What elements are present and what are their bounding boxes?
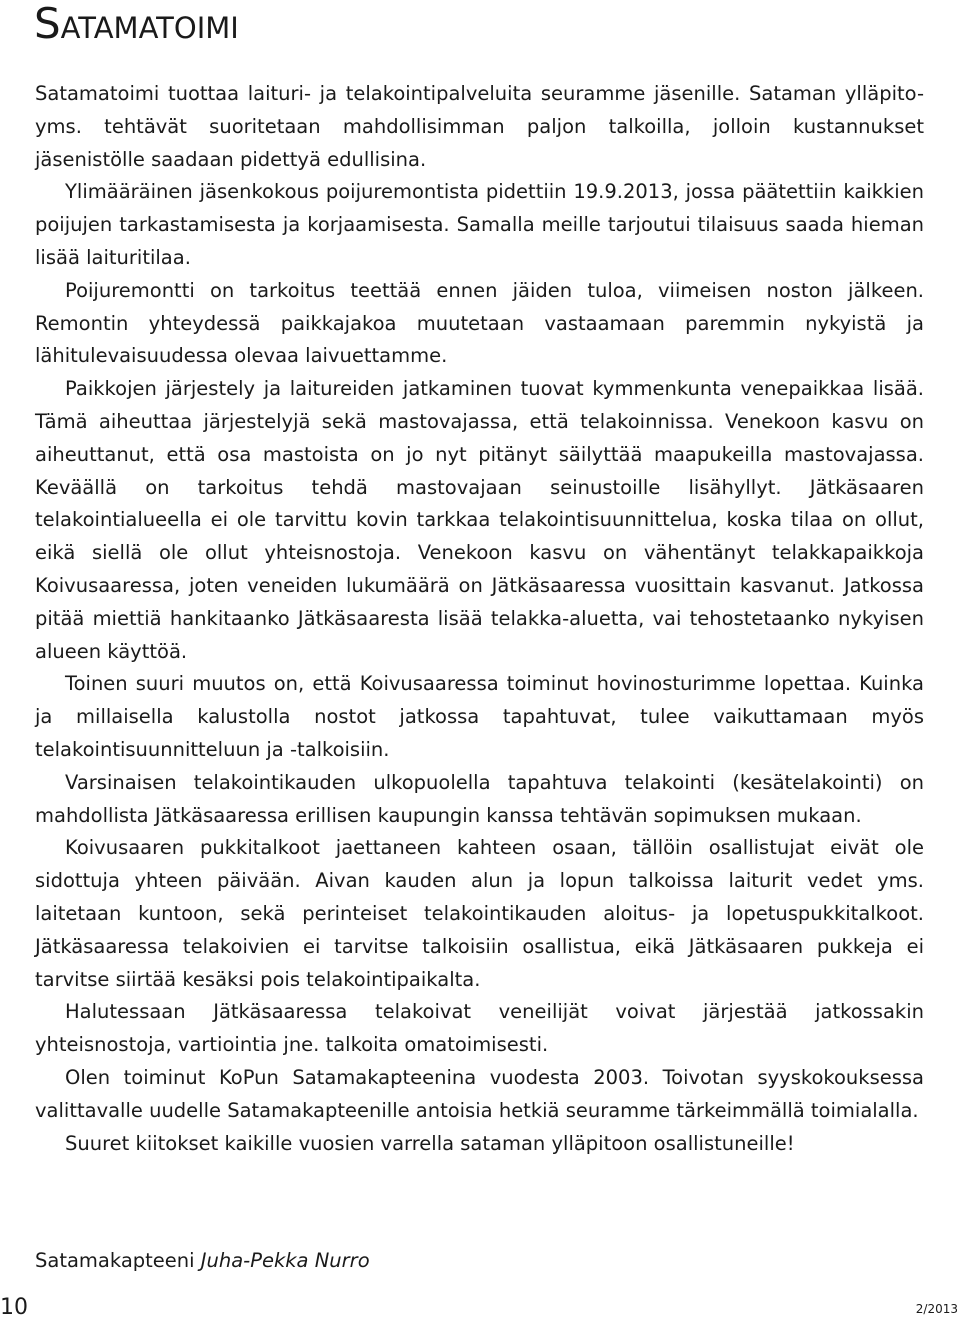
paragraph-intro: Satamatoimi tuottaa laituri- ja telakointipalveluita seuramme jäsenille. Sataman ylläpito- yms. tehtävät suoritetaan mahdollisimman paljon talkoilla, jolloin kustannukset jäsenistölle saadaan pidettyä edullisina. bbox=[35, 82, 924, 171]
signature bbox=[35, 1245, 370, 1277]
article-body bbox=[35, 78, 924, 1160]
paragraph-trestle-work: Koivusaaren pukkitalkoot jaettaneen kahteen osaan, tällöin osallistujat eivät ole sidottuja yhteen päivään. Aivan kauden alun ja lopun talkoissa laiturit vedet yms. laitetaan kuntoon, sekä perinteiset telakointikauden aloitus- ja lopetuspukkitalkoot. Jätkäsaaressa telakoivien ei tarvitse talkoisiin osallistua, eikä Jätkäsaaren pukkeja ei tarvitse siirtää kesäksi pois telakointipaikalta. bbox=[35, 836, 924, 991]
paragraph-berths: Paikkojen järjestely ja laitureiden jatkaminen tuovat kymmenkunta venepaikkaa lisää. Tämä aiheuttaa järjestelyjä sekä mastovajassa, että telakoinnissa. Venekoon kasvu on aiheuttanut, että osa mastoista on jo nyt pitänyt säilyttää maapukeilla mastovajassa. Keväällä on tarkoitus tehdä mastovajaan seinustoille lisähyllyt. Jätkäsaaren telakointialueella ei ole tarvittu kovin tarkkaa telakointisuunnittelua, koska tilaa on ollut, eikä siellä ole ollut yhteisnostoja. Venekoon kasvu on vähentänyt telakkapaikkoja Koivusaaressa, joten veneiden lukumäärä on Jätkäsaaressa vuosittain kasvanut. Jatkossa pitää miettiä hankitaanko Jätkäsaaresta lisää telakka-aluetta, vai tehostetaanko nykyisen alueen käyttöä. bbox=[35, 377, 924, 663]
paragraph-crane: Toinen suuri muutos on, että Koivusaaressa toiminut hovinosturimme lopettaa. Kuinka ja millaisella kalustolla nostot jatkossa tapahtuvat, tulee vaikuttamaan myös telakointisuunnitteluun ja -talkoisiin. bbox=[35, 672, 924, 761]
signature-name: Juha-Pekka Nurro bbox=[200, 1249, 370, 1272]
page-number: 10 bbox=[0, 1295, 28, 1320]
signature-role: Satamakapteeni bbox=[35, 1249, 195, 1272]
issue-number: 2/2013 bbox=[915, 1302, 958, 1316]
paragraph-buoy-repair: Poijuremontti on tarkoitus teettää ennen jäiden tuloa, viimeisen noston jälkeen. Remontin yhteydessä paikkajakoa muutetaan vastaamaan paremmin nykyistä ja lähitulevaisuudessa olevaa laivuettamme. bbox=[35, 278, 924, 368]
paragraph-harbour-master: Olen toiminut KoPun Satamakapteenina vuodesta 2003. Toivotan syyskokouksessa valittavalle uudelle Satamakapteenille antoisia hetkiä seuramme tärkeimmällä toimialalla. bbox=[35, 1065, 924, 1122]
page-title: Satamatoimi bbox=[34, 0, 239, 48]
paragraph-meeting: Ylimääräinen jäsenkokous poijuremontista pidettiin 19.9.2013, jossa päätettiin kaikkien poijujen tarkastamisesta ja korjaamisesta. Samalla meille tarjoutui tilaisuus saada hieman lisää laituritilaa. bbox=[35, 180, 924, 269]
paragraph-thanks: Suuret kiitokset kaikille vuosien varrella sataman ylläpitoon osallistuneille! bbox=[65, 1131, 795, 1155]
paragraph-joint-lifts: Halutessaan Jätkäsaaressa telakoivat veneilijät voivat järjestää jatkossakin yhteisnostoja, vartiointia jne. talkoita omatoimisesti. bbox=[35, 1000, 924, 1057]
paragraph-summer-docking: Varsinaisen telakointikauden ulkopuolella tapahtuva telakointi (kesätelakointi) on mahdollista Jätkäsaaressa erillisen kaupungin kanssa tehtävän sopimuksen mukaan. bbox=[35, 770, 924, 827]
